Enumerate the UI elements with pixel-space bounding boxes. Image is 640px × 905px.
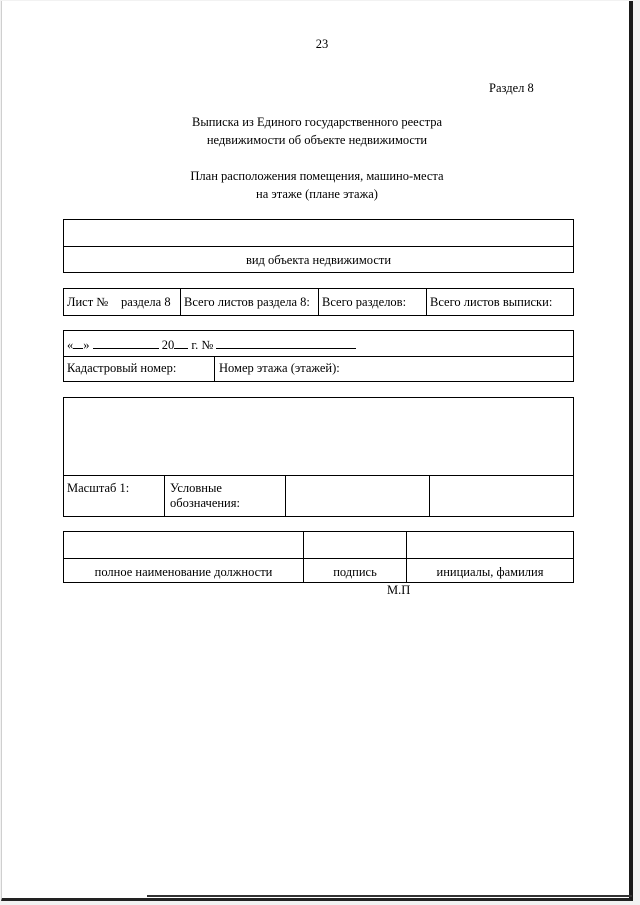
number-blank (216, 337, 356, 349)
signature-cell (304, 532, 407, 582)
year-prefix: 20 (161, 338, 175, 352)
total-sections-label: Всего разделов: (322, 295, 407, 309)
initials-caption: инициалы, фамилия (436, 565, 544, 579)
sheet-number-label: Лист № (67, 295, 109, 309)
document-page (1, 1, 633, 901)
page-number: 23 (315, 37, 329, 51)
year-blank (174, 337, 188, 349)
date-close-quote: » (83, 338, 90, 352)
document-title-line-2: недвижимости об объекте недвижимости (206, 133, 428, 147)
sheet-info-row (63, 288, 574, 316)
floor-number-label: Номер этажа (этажей): (219, 361, 340, 375)
document-title-line-1: Выписка из Единого государственного реестра (192, 115, 442, 129)
scale-label: Масштаб 1: (67, 481, 130, 495)
total-extract-sheets-cell (427, 289, 573, 315)
total-section-sheets-cell (181, 289, 319, 315)
scale-cell (64, 475, 165, 516)
section-label-cell: раздела 8 (121, 295, 171, 309)
object-type-block (63, 219, 574, 273)
position-cell (64, 532, 304, 582)
initials-cell (407, 532, 573, 582)
object-type-divider (64, 246, 573, 247)
sheet-number-cell (64, 289, 181, 315)
legend-label-line-1: Условные (170, 481, 222, 495)
legend-label-line-2: обозначения: (170, 496, 240, 510)
section-label: Раздел 8 (489, 81, 534, 95)
cadastral-number-label: Кадастровый номер: (67, 361, 177, 375)
position-caption: полное наименование должности (94, 565, 273, 579)
stamp-mark: М.П (387, 583, 411, 597)
cadastral-number-cell (64, 356, 215, 381)
date-open-quote: « (67, 338, 74, 352)
total-sections-cell (319, 289, 427, 315)
total-section-sheets-label: Всего листов раздела 8: (184, 295, 310, 309)
object-type-caption: вид объекта недвижимости (245, 253, 392, 267)
plan-title-line-2: на этаже (плане этажа) (256, 187, 378, 201)
scan-edge-line (147, 895, 632, 897)
date-cadastral-block (63, 330, 574, 382)
signature-block (63, 531, 574, 583)
floor-plan-block (63, 397, 574, 517)
plan-title-line-1: План расположения помещения, машино-места (190, 169, 444, 183)
date-number-line (67, 337, 356, 353)
legend-cell (165, 475, 286, 516)
total-extract-sheets-label: Всего листов выписки: (430, 295, 553, 309)
signature-caption: подпись (333, 565, 377, 579)
month-blank (93, 337, 159, 349)
number-prefix: г. № (191, 338, 214, 352)
legend-symbol-cell (286, 475, 430, 516)
day-blank (73, 337, 83, 349)
